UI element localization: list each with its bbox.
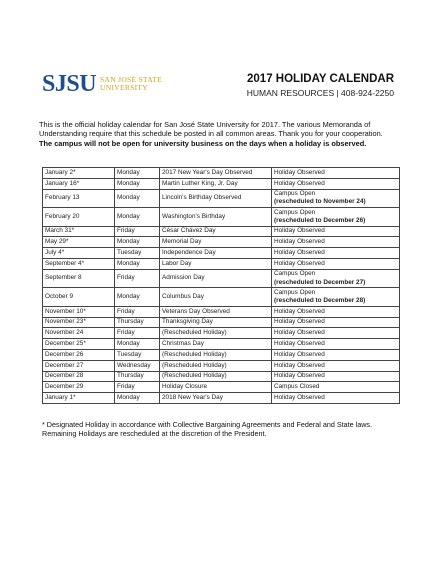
table-row bbox=[43, 189, 400, 208]
status-text: Campus Open bbox=[274, 190, 316, 198]
status-cell bbox=[272, 349, 400, 360]
holiday-name-cell: Christmas Day bbox=[160, 339, 272, 350]
reschedule-note: (rescheduled to December 26) bbox=[274, 216, 366, 224]
holiday-name-cell: Washington's Birthday bbox=[160, 208, 272, 227]
status-cell bbox=[272, 189, 400, 208]
weekday-cell: Monday bbox=[115, 393, 160, 404]
status-cell bbox=[272, 317, 400, 328]
holiday-name-cell: Independence Day bbox=[160, 248, 272, 259]
table-row bbox=[43, 382, 400, 393]
status-cell bbox=[272, 328, 400, 339]
holiday-name-cell: Veterans Day Observed bbox=[160, 306, 272, 317]
weekday-cell: Friday bbox=[115, 382, 160, 393]
document-header bbox=[247, 72, 394, 99]
status-text: Holiday Observed bbox=[274, 393, 325, 401]
date-cell: September 8 bbox=[43, 269, 115, 288]
holiday-name-cell: 2017 New Year's Day Observed bbox=[160, 168, 272, 179]
intro-paragraph: This is the official holiday calendar for San José State University for 2017. The various Memoranda of Understanding require that this schedule be posted in all common areas. Thank you for your cooperation. bbox=[39, 120, 383, 139]
weekday-cell: Monday bbox=[115, 189, 160, 208]
status-text: Holiday Observed bbox=[274, 372, 325, 380]
table-row bbox=[43, 168, 400, 179]
logo-line-2: UNIVERSITY bbox=[100, 83, 149, 92]
date-cell: January 2* bbox=[43, 168, 115, 179]
table-row bbox=[43, 371, 400, 382]
closure-notice: The campus will not be open for university business on the days when a holiday is observed. bbox=[39, 139, 367, 148]
status-cell bbox=[272, 371, 400, 382]
table-row bbox=[43, 248, 400, 259]
status-text: Holiday Observed bbox=[274, 259, 325, 267]
status-text: Holiday Observed bbox=[274, 248, 325, 256]
holiday-name-cell: Columbus Day bbox=[160, 288, 272, 307]
table-row bbox=[43, 237, 400, 248]
date-cell: February 20 bbox=[43, 208, 115, 227]
holiday-name-cell: Martin Luther King, Jr. Day bbox=[160, 178, 272, 189]
table-row bbox=[43, 339, 400, 350]
date-cell: September 4* bbox=[43, 258, 115, 269]
status-text: Holiday Observed bbox=[274, 350, 325, 358]
table-row bbox=[43, 393, 400, 404]
status-text: Holiday Observed bbox=[274, 361, 325, 369]
holiday-name-cell: (Rescheduled Holiday) bbox=[160, 371, 272, 382]
holiday-name-cell: (Rescheduled Holiday) bbox=[160, 349, 272, 360]
table-row bbox=[43, 328, 400, 339]
weekday-cell: Monday bbox=[115, 339, 160, 350]
weekday-cell: Friday bbox=[115, 226, 160, 237]
weekday-cell: Monday bbox=[115, 178, 160, 189]
status-cell bbox=[272, 393, 400, 404]
table-row bbox=[43, 360, 400, 371]
status-cell bbox=[272, 237, 400, 248]
date-cell: January 1* bbox=[43, 393, 115, 404]
reschedule-note: (rescheduled to December 27) bbox=[274, 278, 366, 286]
table-row bbox=[43, 258, 400, 269]
weekday-cell: Friday bbox=[115, 328, 160, 339]
status-cell bbox=[272, 258, 400, 269]
status-cell bbox=[272, 288, 400, 307]
table-row bbox=[43, 178, 400, 189]
status-cell bbox=[272, 226, 400, 237]
status-cell bbox=[272, 360, 400, 371]
logo-mark: SJSU bbox=[42, 71, 97, 97]
holiday-table bbox=[42, 167, 400, 404]
status-cell bbox=[272, 269, 400, 288]
status-text: Campus Open bbox=[274, 208, 316, 216]
holiday-name-cell: Lincoln's Birthday Observed bbox=[160, 189, 272, 208]
date-cell: February 13 bbox=[43, 189, 115, 208]
sjsu-logo bbox=[42, 72, 162, 96]
date-cell: December 25* bbox=[43, 339, 115, 350]
status-cell bbox=[272, 248, 400, 259]
status-cell bbox=[272, 306, 400, 317]
page-title: 2017 HOLIDAY CALENDAR bbox=[247, 73, 394, 85]
status-text: Campus Closed bbox=[274, 383, 320, 391]
reschedule-note: (rescheduled to December 28) bbox=[274, 297, 366, 305]
page-subtitle: HUMAN RESOURCES | 408-924-2250 bbox=[246, 88, 394, 98]
status-text: Holiday Observed bbox=[274, 318, 325, 326]
date-cell: October 9 bbox=[43, 288, 115, 307]
holiday-name-cell: (Rescheduled Holiday) bbox=[160, 328, 272, 339]
date-cell: December 28 bbox=[43, 371, 115, 382]
status-text: Holiday Observed bbox=[274, 339, 325, 347]
holiday-name-cell: Admission Day bbox=[160, 269, 272, 288]
status-text: Holiday Observed bbox=[274, 179, 325, 187]
status-cell bbox=[272, 168, 400, 179]
weekday-cell: Friday bbox=[115, 306, 160, 317]
footnote: * Designated Holiday in accordance with Collective Bargaining Agreements and Federal and State laws. Remaining Holidays are rescheduled at the discretion of the President. bbox=[42, 420, 373, 439]
date-cell: December 27 bbox=[43, 360, 115, 371]
weekday-cell: Thursday bbox=[115, 371, 160, 382]
logo-line-1: SAN JOSÉ STATE bbox=[100, 74, 162, 84]
holiday-name-cell: (Rescheduled Holiday) bbox=[160, 360, 272, 371]
holiday-name-cell: Holiday Closure bbox=[160, 382, 272, 393]
date-cell: January 16* bbox=[43, 178, 115, 189]
status-text: Holiday Observed bbox=[274, 168, 325, 176]
date-cell: March 31* bbox=[43, 226, 115, 237]
table-row bbox=[43, 208, 400, 227]
table-row bbox=[43, 226, 400, 237]
status-cell bbox=[272, 178, 400, 189]
table-row bbox=[43, 269, 400, 288]
date-cell: November 10* bbox=[43, 306, 115, 317]
weekday-cell: Monday bbox=[115, 168, 160, 179]
holiday-name-cell: Memorial Day bbox=[160, 237, 272, 248]
status-text: Holiday Observed bbox=[274, 329, 325, 337]
status-text: Holiday Observed bbox=[274, 227, 325, 235]
weekday-cell: Wednesday bbox=[115, 360, 160, 371]
weekday-cell: Tuesday bbox=[115, 248, 160, 259]
table-row bbox=[43, 349, 400, 360]
weekday-cell: Monday bbox=[115, 288, 160, 307]
status-cell bbox=[272, 208, 400, 227]
table-row bbox=[43, 317, 400, 328]
status-text: Holiday Observed bbox=[274, 307, 325, 315]
weekday-cell: Thursday bbox=[115, 317, 160, 328]
status-cell bbox=[272, 382, 400, 393]
reschedule-note: (rescheduled to November 24) bbox=[274, 198, 366, 206]
table-row bbox=[43, 288, 400, 307]
status-text: Holiday Observed bbox=[274, 238, 325, 246]
logo-wordmark bbox=[100, 76, 162, 93]
date-cell: November 23* bbox=[43, 317, 115, 328]
date-cell: May 29* bbox=[43, 237, 115, 248]
holiday-name-cell: Thanksgiving Day bbox=[160, 317, 272, 328]
holiday-name-cell: Labor Day bbox=[160, 258, 272, 269]
weekday-cell: Monday bbox=[115, 208, 160, 227]
weekday-cell: Monday bbox=[115, 237, 160, 248]
table-row bbox=[43, 306, 400, 317]
holiday-name-cell: 2018 New Year's Day bbox=[160, 393, 272, 404]
status-text: Campus Open bbox=[274, 270, 316, 278]
date-cell: November 24 bbox=[43, 328, 115, 339]
weekday-cell: Friday bbox=[115, 269, 160, 288]
status-text: Campus Open bbox=[274, 288, 316, 296]
status-cell bbox=[272, 339, 400, 350]
date-cell: December 26 bbox=[43, 349, 115, 360]
weekday-cell: Monday bbox=[115, 258, 160, 269]
weekday-cell: Tuesday bbox=[115, 349, 160, 360]
date-cell: December 29 bbox=[43, 382, 115, 393]
date-cell: July 4* bbox=[43, 248, 115, 259]
holiday-name-cell: César Chávez Day bbox=[160, 226, 272, 237]
